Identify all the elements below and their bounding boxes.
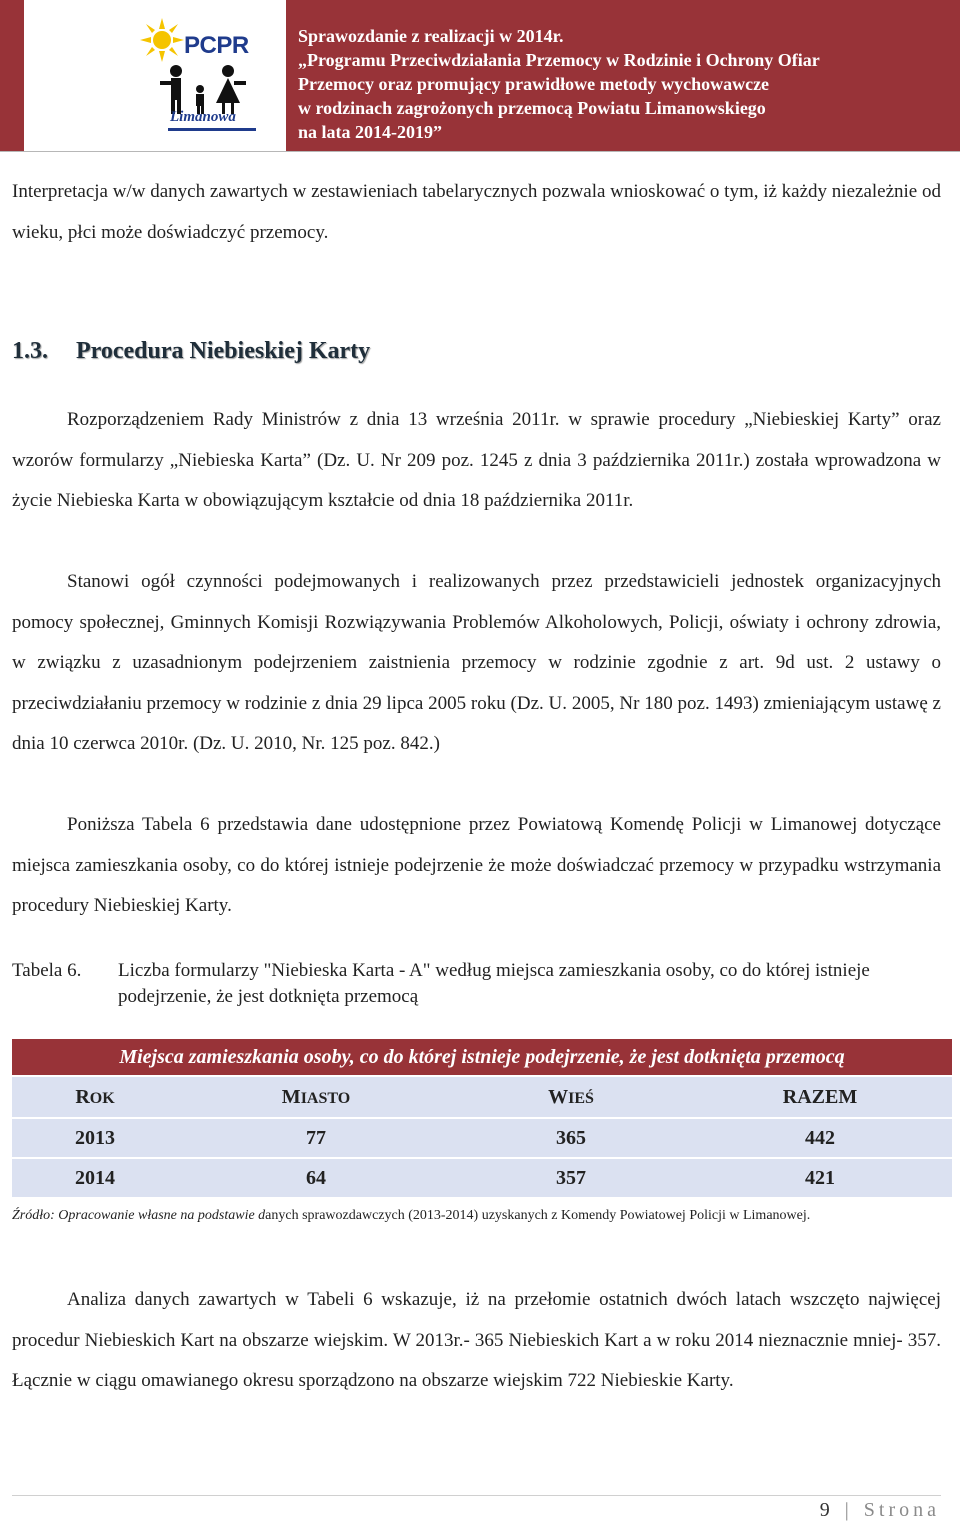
table-caption-text: Liczba formularzy "Niebieska Karta - A" według miejsca zamieszkania osoby, co do której istnieje podejrzenie, że jest dotknięta przemocą	[118, 960, 870, 1007]
page-number: 9	[819, 1499, 834, 1521]
section-heading	[12, 338, 370, 365]
sun-icon	[140, 18, 184, 62]
section-title: Procedura Niebieskiej Karty	[76, 338, 371, 364]
table-cell: 421	[688, 1158, 952, 1198]
table-source-note	[12, 1205, 941, 1226]
column-header-village: WIEŚ	[454, 1076, 688, 1118]
table-cell: 357	[454, 1158, 688, 1198]
page-footer	[820, 1499, 940, 1522]
paragraph-regulation: Rozporządzeniem Rady Ministrów z dnia 13 września 2011r. w sprawie procedury „Niebieskiej Karty” oraz wzorów formularzy „Niebieska Karta” (Dz. U. Nr 209 poz. 1245 z dnia 3 października 2011r.) została wprowadzona w życie Niebieska Karta w obowiązującym kształcie od dnia 18 października 2011r.	[12, 409, 941, 511]
logo-city: Limanowa	[170, 109, 236, 125]
table-title: Miejsca zamieszkania osoby, co do której istnieje podejrzenie, że jest dotknięta przemocą	[12, 1039, 952, 1076]
section-number: 1.3.	[12, 338, 48, 364]
footer-divider	[12, 1495, 941, 1496]
column-header-city: MIASTO	[178, 1076, 454, 1118]
table-row	[12, 1118, 952, 1158]
report-title-line: na lata 2014-2019”	[298, 122, 442, 142]
table-caption	[12, 958, 952, 1010]
column-header-total: RAZEM	[688, 1076, 952, 1118]
page-word: Strona	[863, 1499, 940, 1521]
table-row	[12, 1158, 952, 1198]
family-icon	[154, 65, 254, 115]
paragraph-procedure: Stanowi ogół czynności podejmowanych i realizowanych przez przedstawicieli jednostek organizacyjnych pomocy społecznej, Gminnych Komisji Rozwiązywania Problemów Alkoholowych, Policji, oświaty i ochrony zdrowia, w związku z uzasadnionym podejrzeniem zaistnienia przemocy w rodzinie zgodnie z art. 9d ust. 2 ustawy o przeciwdziałaniu przemocy w rodzinie z dnia 29 lipca 2005 roku (Dz. U. 2005, Nr 180 poz. 1493) zmieniającym ustawę z dnia 10 czerwca 2010r. (Dz. U. 2010, Nr. 125 poz. 842.)	[12, 571, 941, 754]
source-note-text: anych sprawozdawczych (2013-2014) uzyskanych z Komendy Powiatowej Policji w Limanowej.	[265, 1208, 811, 1223]
footer-separator: |	[844, 1499, 853, 1521]
header-divider	[0, 151, 960, 152]
report-title-line: Sprawozdanie z realizacji w 2014r.	[298, 26, 564, 46]
table-cell: 77	[178, 1118, 454, 1158]
report-title-line: „Programu Przeciwdziałania Przemocy w Rodzinie i Ochrony Ofiar	[298, 50, 820, 70]
table-caption-label: Tabela 6.	[12, 960, 82, 981]
report-title-line: Przemocy oraz promujący prawidłowe metody wychowawcze	[298, 74, 770, 94]
table-cell: 64	[178, 1158, 454, 1198]
paragraph-analysis: Analiza danych zawartych w Tabeli 6 wskazuje, iż na przełomie ostatnich dwóch latach wszczęto najwięcej procedur Niebieskich Kart na obszarze wiejskim. W 2013r.- 365 Niebieskich Kart a w roku 2014 nieznacznie mniej- 357. Łącznie w ciągu omawianego okresu sporządzono na obszarze wiejskim 722 Niebieskie Karty.	[12, 1289, 941, 1391]
logo-text: PCPR	[184, 32, 249, 59]
header-accent-strip	[0, 0, 24, 152]
pcpr-logo	[132, 10, 267, 132]
intro-paragraph: Interpretacja w/w danych zawartych w zestawieniach tabelarycznych pozwala wnioskować o tym, iż każdy niezależnie od wieku, płci może doświadczyć przemocy.	[12, 181, 941, 243]
table-cell: 2014	[12, 1158, 178, 1198]
table-cell: 365	[454, 1118, 688, 1158]
page-header	[0, 0, 960, 152]
report-title-block	[286, 0, 960, 152]
paragraph-table-intro: Poniższa Tabela 6 przedstawia dane udostępnione przez Powiatową Komendę Policji w Limanowej dotyczące miejsca zamieszkania osoby, co do której istnieje podejrzenie że może doświadczać przemocy w przypadku wstrzymania procedury Niebieskiej Karty.	[12, 814, 941, 916]
logo-underline	[168, 128, 256, 131]
report-title-line: w rodzinach zagrożonych przemocą Powiatu Limanowskiego	[298, 98, 766, 118]
table-cell: 442	[688, 1118, 952, 1158]
data-table	[12, 1039, 952, 1199]
column-header-year: ROK	[12, 1076, 178, 1118]
table-cell: 2013	[12, 1118, 178, 1158]
source-note-italic: Źródło: Opracowanie własne na podstawie d	[12, 1208, 266, 1223]
